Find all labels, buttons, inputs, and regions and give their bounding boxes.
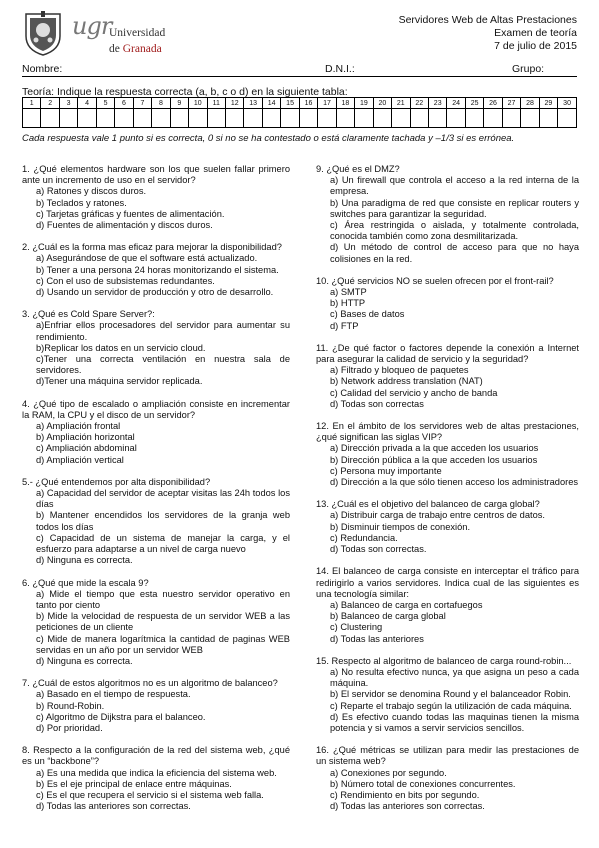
answer-cell-11[interactable] bbox=[207, 109, 225, 128]
answer-number-12: 12 bbox=[225, 98, 243, 109]
answer-option: b)Replicar los datos en un servicio cloud. bbox=[36, 342, 206, 353]
exam-type: Examen de teoría bbox=[494, 27, 577, 39]
answer-option: a) Capacidad del servidor de aceptar visitas las 24h todos los días bbox=[36, 488, 290, 510]
question-text: 14. El balanceo de carga consiste en interceptar el tráfico para redirigirlo a varios servidores. Indica cual de las siguientes es una tecnología similar: bbox=[316, 566, 579, 599]
answer-option: c) Redundancia. bbox=[330, 532, 398, 543]
answer-number-11: 11 bbox=[207, 98, 225, 109]
answer-cell-8[interactable] bbox=[152, 109, 170, 128]
answer-option: d) Todas las anteriores son correctas. bbox=[330, 801, 485, 812]
answer-option: d) Fuentes de alimentación y discos duros. bbox=[36, 220, 213, 231]
answer-number-22: 22 bbox=[410, 98, 428, 109]
answer-number-27: 27 bbox=[502, 98, 520, 109]
answer-option: c) Ampliación abdominal bbox=[36, 443, 137, 454]
answer-option: b) Dirección pública a la que acceden los usuarios bbox=[330, 454, 538, 465]
answer-cell-21[interactable] bbox=[392, 109, 410, 128]
answer-option: a) Mide el tiempo que esta nuestro servidor operativo en tanto por ciento bbox=[36, 588, 290, 610]
question-text: 8. Respecto a la configuración de la red del sistema web, ¿qué es un “backbone”? bbox=[22, 745, 290, 767]
answer-table bbox=[22, 97, 577, 128]
answer-cell-20[interactable] bbox=[373, 109, 391, 128]
answer-number-7: 7 bbox=[133, 98, 151, 109]
answer-option: c) Reparte el trabajo según la utilización de cada máquina. bbox=[330, 700, 572, 711]
question-text: 11. ¿De qué factor o factores depende la conexión a Internet para asegurar la calidad de servicio y la seguridad? bbox=[316, 342, 579, 365]
question bbox=[22, 678, 290, 734]
answer-number-25: 25 bbox=[465, 98, 483, 109]
answer-cell-6[interactable] bbox=[115, 109, 133, 128]
fields-underline bbox=[22, 76, 577, 77]
answer-option: b) Disminuir tiempos de conexión. bbox=[330, 521, 471, 532]
question bbox=[316, 164, 579, 265]
answer-cell-1[interactable] bbox=[23, 109, 41, 128]
questions-right-column bbox=[316, 164, 579, 823]
answer-number-17: 17 bbox=[318, 98, 336, 109]
answer-option: a) No resulta efectivo nunca, ya que asigna un peso a cada máquina. bbox=[330, 666, 579, 689]
question-text: 12. En el ámbito de los servidores web de altas prestaciones, ¿qué significan las siglas VIP? bbox=[316, 421, 579, 443]
answer-number-18: 18 bbox=[336, 98, 354, 109]
scoring-note: Cada respuesta vale 1 punto si es correcta, 0 si no se ha contestado o está claramente tachada y –1/3 si es errónea. bbox=[22, 133, 515, 144]
question bbox=[22, 164, 290, 231]
answer-option: b) Mantener encendidos los servidores de la granja web todos los días bbox=[36, 510, 290, 532]
answer-option: c) Con el uso de subsistemas redundantes. bbox=[36, 275, 215, 286]
answer-cell-14[interactable] bbox=[262, 109, 280, 128]
question-text: 10. ¿Qué servicios NO se suelen ofrecen por el front-rail? bbox=[316, 275, 554, 286]
answer-option: d) Un método de control de acceso para que no haya colisiones en la red. bbox=[330, 242, 579, 264]
answer-option: c) Rendimiento en bits por segundo. bbox=[330, 789, 480, 800]
question-text: 2. ¿Cuál es la forma mas eficaz para mejorar la disponibilidad? bbox=[22, 242, 282, 253]
answer-option: c) Capacidad de un sistema de manejar la carga, y el esfuerzo para adaptarse a un nivel de carga nuevo bbox=[36, 532, 290, 555]
answer-option: d) FTP bbox=[330, 320, 359, 331]
answer-cell-25[interactable] bbox=[465, 109, 483, 128]
answer-number-14: 14 bbox=[262, 98, 280, 109]
answer-number-23: 23 bbox=[428, 98, 446, 109]
course-title: Servidores Web de Altas Prestaciones bbox=[398, 14, 577, 26]
answer-option: c) Calidad del servicio y ancho de banda bbox=[330, 387, 498, 398]
question bbox=[316, 566, 579, 644]
answer-option: a) Conexiones por segundo. bbox=[330, 767, 447, 778]
answer-option: a) Basado en el tiempo de respuesta. bbox=[36, 689, 191, 700]
answer-option: c) Área restringida o aislada, y totalmente controlada, conocida también como zona desmilitarizada. bbox=[330, 220, 579, 242]
answer-option: d) Todas son correctas bbox=[330, 398, 424, 409]
answer-option: d) Dirección a la que sólo tienen acceso los administradores bbox=[330, 477, 579, 488]
question bbox=[22, 578, 290, 668]
answer-number-15: 15 bbox=[281, 98, 299, 109]
answer-option: a) SMTP bbox=[330, 287, 367, 298]
answer-number-6: 6 bbox=[115, 98, 133, 109]
answer-option: d) Por prioridad. bbox=[36, 722, 103, 733]
university-logo bbox=[22, 10, 167, 60]
question bbox=[316, 421, 579, 488]
answer-option: d) Todas son correctas. bbox=[330, 544, 427, 555]
answer-option: d) Todas las anteriores bbox=[330, 633, 424, 644]
answer-cell-2[interactable] bbox=[41, 109, 59, 128]
answer-cell-4[interactable] bbox=[78, 109, 96, 128]
answer-number-21: 21 bbox=[392, 98, 410, 109]
answer-number-10: 10 bbox=[189, 98, 207, 109]
answer-option: a) Filtrado y bloqueo de paquetes bbox=[330, 365, 469, 376]
question bbox=[22, 477, 290, 567]
answer-option: d) Ninguna es correcta. bbox=[36, 555, 133, 566]
answer-option: a) Ampliación frontal bbox=[36, 421, 121, 432]
answer-number-28: 28 bbox=[521, 98, 539, 109]
answer-option: a) Ratones y discos duros. bbox=[36, 186, 147, 197]
answer-number-16: 16 bbox=[299, 98, 317, 109]
answer-cell-18[interactable] bbox=[336, 109, 354, 128]
answer-number-8: 8 bbox=[152, 98, 170, 109]
answer-cell-27[interactable] bbox=[502, 109, 520, 128]
question bbox=[22, 309, 290, 387]
logo-ugr-text: ugr bbox=[72, 12, 112, 40]
answer-number-5: 5 bbox=[96, 98, 114, 109]
question-text: 7. ¿Cuál de estos algoritmos no es un algoritmo de balanceo? bbox=[22, 678, 278, 689]
answer-number-13: 13 bbox=[244, 98, 262, 109]
answer-option: c) Persona muy importante bbox=[330, 465, 442, 476]
answer-option: d) Ninguna es correcta. bbox=[36, 655, 133, 666]
question-text: 5.- ¿Qué entendemos por alta disponibilidad? bbox=[22, 476, 211, 487]
question-text: 3. ¿Qué es Cold Spare Server?: bbox=[22, 309, 155, 320]
answer-number-4: 4 bbox=[78, 98, 96, 109]
answer-option: c) Tarjetas gráficas y fuentes de alimentación. bbox=[36, 208, 225, 219]
question bbox=[316, 343, 579, 410]
question bbox=[316, 656, 579, 734]
question-text: 16. ¿Qué métricas se utilizan para medir las prestaciones de un sistema web? bbox=[316, 745, 579, 767]
student-fields bbox=[22, 63, 577, 79]
answer-option: d) Es efectivo cuando todas las maquinas tienen la misma potencia y si vamos a servir servicios sencillos. bbox=[330, 711, 579, 733]
question-text: 6. ¿Qué que mide la escala 9? bbox=[22, 577, 149, 588]
answer-cell-15[interactable] bbox=[281, 109, 299, 128]
answer-option: c) Algoritmo de Dijkstra para el balanceo. bbox=[36, 711, 206, 722]
answer-number-26: 26 bbox=[484, 98, 502, 109]
answer-option: c) Bases de datos bbox=[330, 309, 405, 320]
answer-number-19: 19 bbox=[355, 98, 373, 109]
question bbox=[316, 745, 579, 812]
answer-cell-5[interactable] bbox=[96, 109, 114, 128]
question-text: 15. Respecto al algoritmo de balanceo de carga round-robin... bbox=[316, 655, 572, 666]
answer-cell-17[interactable] bbox=[318, 109, 336, 128]
answer-option: a) Es una medida que indica la eficiencia del sistema web. bbox=[36, 767, 277, 778]
answer-option: b) El servidor se denomina Round y el balanceador Robin. bbox=[330, 689, 571, 700]
answer-option: b) Tener a una persona 24 horas monitorizando el sistema. bbox=[36, 264, 279, 275]
answer-number-29: 29 bbox=[539, 98, 557, 109]
answer-cell-16[interactable] bbox=[299, 109, 317, 128]
answer-option: b) Número total de conexiones concurrentes. bbox=[330, 778, 516, 789]
answer-cell-10[interactable] bbox=[189, 109, 207, 128]
answer-cell-7[interactable] bbox=[133, 109, 151, 128]
answer-cell-19[interactable] bbox=[355, 109, 373, 128]
answer-option: d) Ampliación vertical bbox=[36, 454, 124, 465]
crest-icon bbox=[22, 10, 64, 56]
answer-option: c) Clustering bbox=[330, 622, 383, 633]
answer-cell-26[interactable] bbox=[484, 109, 502, 128]
answer-option: b) Mide la velocidad de respuesta de un servidor WEB a las peticiones de un cliente bbox=[36, 611, 290, 633]
answer-option: c) Mide de manera logarítmica la cantidad de paginas WEB servidas en un año por un servidor WEB bbox=[36, 633, 290, 655]
answer-option: d) Usando un servidor de producción y otro de desarrollo. bbox=[36, 287, 274, 298]
answer-number-20: 20 bbox=[373, 98, 391, 109]
dni-label: D.N.I.: bbox=[325, 63, 355, 75]
university-name-line2: de Granada bbox=[109, 43, 162, 55]
question bbox=[22, 745, 290, 812]
answer-number-1: 1 bbox=[23, 98, 41, 109]
answer-option: c) Es el que recupera el servicio si el sistema web falla. bbox=[36, 789, 264, 800]
answer-option: a) Dirección privada a la que acceden los usuarios bbox=[330, 443, 539, 454]
answer-number-2: 2 bbox=[41, 98, 59, 109]
answer-option: a) Balanceo de carga en cortafuegos bbox=[330, 599, 483, 610]
name-label: Nombre: bbox=[22, 63, 63, 75]
answer-cell-13[interactable] bbox=[244, 109, 262, 128]
question-text: 9. ¿Qué es el DMZ? bbox=[316, 164, 400, 174]
answer-cell-3[interactable] bbox=[59, 109, 77, 128]
instructions: Teoría: Indique la respuesta correcta (a, b, c o d) en la siguiente tabla: bbox=[22, 86, 348, 98]
answer-option: b) Teclados y ratones. bbox=[36, 197, 127, 208]
answer-option: c)Tener una correcta ventilación en nuestra sala de servidores. bbox=[36, 354, 290, 376]
answer-option: b) Es el eje principal de enlace entre máquinas. bbox=[36, 778, 232, 789]
answer-option: a)Enfriar ellos procesadores del servidor para aumentar su rendimiento. bbox=[36, 320, 290, 342]
answer-cell-28[interactable] bbox=[521, 109, 539, 128]
answer-option: a) Un firewall que controla el acceso a la red interna de la empresa. bbox=[330, 175, 579, 197]
answer-option: d)Tener una máquina servidor replicada. bbox=[36, 376, 203, 387]
question-text: 4. ¿Qué tipo de escalado o ampliación consiste en incrementar la RAM, la CPU y el disco de un servidor? bbox=[22, 398, 290, 420]
answer-cell-24[interactable] bbox=[447, 109, 465, 128]
question-text: 1. ¿Qué elementos hardware son los que suelen fallar primero ante un incremento de uso en el servidor? bbox=[22, 164, 290, 186]
question-text: 13. ¿Cuál es el objetivo del balanceo de carga global? bbox=[316, 499, 540, 510]
exam-header bbox=[317, 14, 577, 53]
answer-cell-12[interactable] bbox=[225, 109, 243, 128]
group-label: Grupo: bbox=[512, 63, 545, 75]
question bbox=[316, 499, 579, 555]
answer-option: b) Round-Robin. bbox=[36, 700, 105, 711]
answer-cell-9[interactable] bbox=[170, 109, 188, 128]
answer-option: a) Distribuir carga de trabajo entre centros de datos. bbox=[330, 510, 545, 521]
answer-option: a) Asegurándose de que el software está actualizado. bbox=[36, 253, 258, 264]
answer-cell-30[interactable] bbox=[558, 109, 577, 128]
answer-option: d) Todas las anteriores son correctas. bbox=[36, 801, 191, 812]
answer-cell-23[interactable] bbox=[428, 109, 446, 128]
answer-option: b) Una paradigma de red que consiste en replicar routers y switches para garantizar la seguridad. bbox=[330, 197, 579, 219]
answer-option: b) HTTP bbox=[330, 298, 366, 309]
answer-option: b) Network address translation (NAT) bbox=[330, 376, 483, 387]
answer-number-30: 30 bbox=[558, 98, 577, 109]
answer-option: b) Balanceo de carga global bbox=[330, 611, 446, 622]
exam-date: 7 de julio de 2015 bbox=[494, 40, 577, 52]
question bbox=[22, 399, 290, 466]
answer-number-3: 3 bbox=[59, 98, 77, 109]
answer-number-9: 9 bbox=[170, 98, 188, 109]
question bbox=[316, 276, 579, 332]
answer-cell-22[interactable] bbox=[410, 109, 428, 128]
question bbox=[22, 242, 290, 298]
answer-number-24: 24 bbox=[447, 98, 465, 109]
answer-option: b) Ampliación horizontal bbox=[36, 432, 135, 443]
university-name-line1: Universidad bbox=[109, 27, 166, 39]
answer-cell-29[interactable] bbox=[539, 109, 557, 128]
questions-left-column bbox=[22, 164, 290, 823]
